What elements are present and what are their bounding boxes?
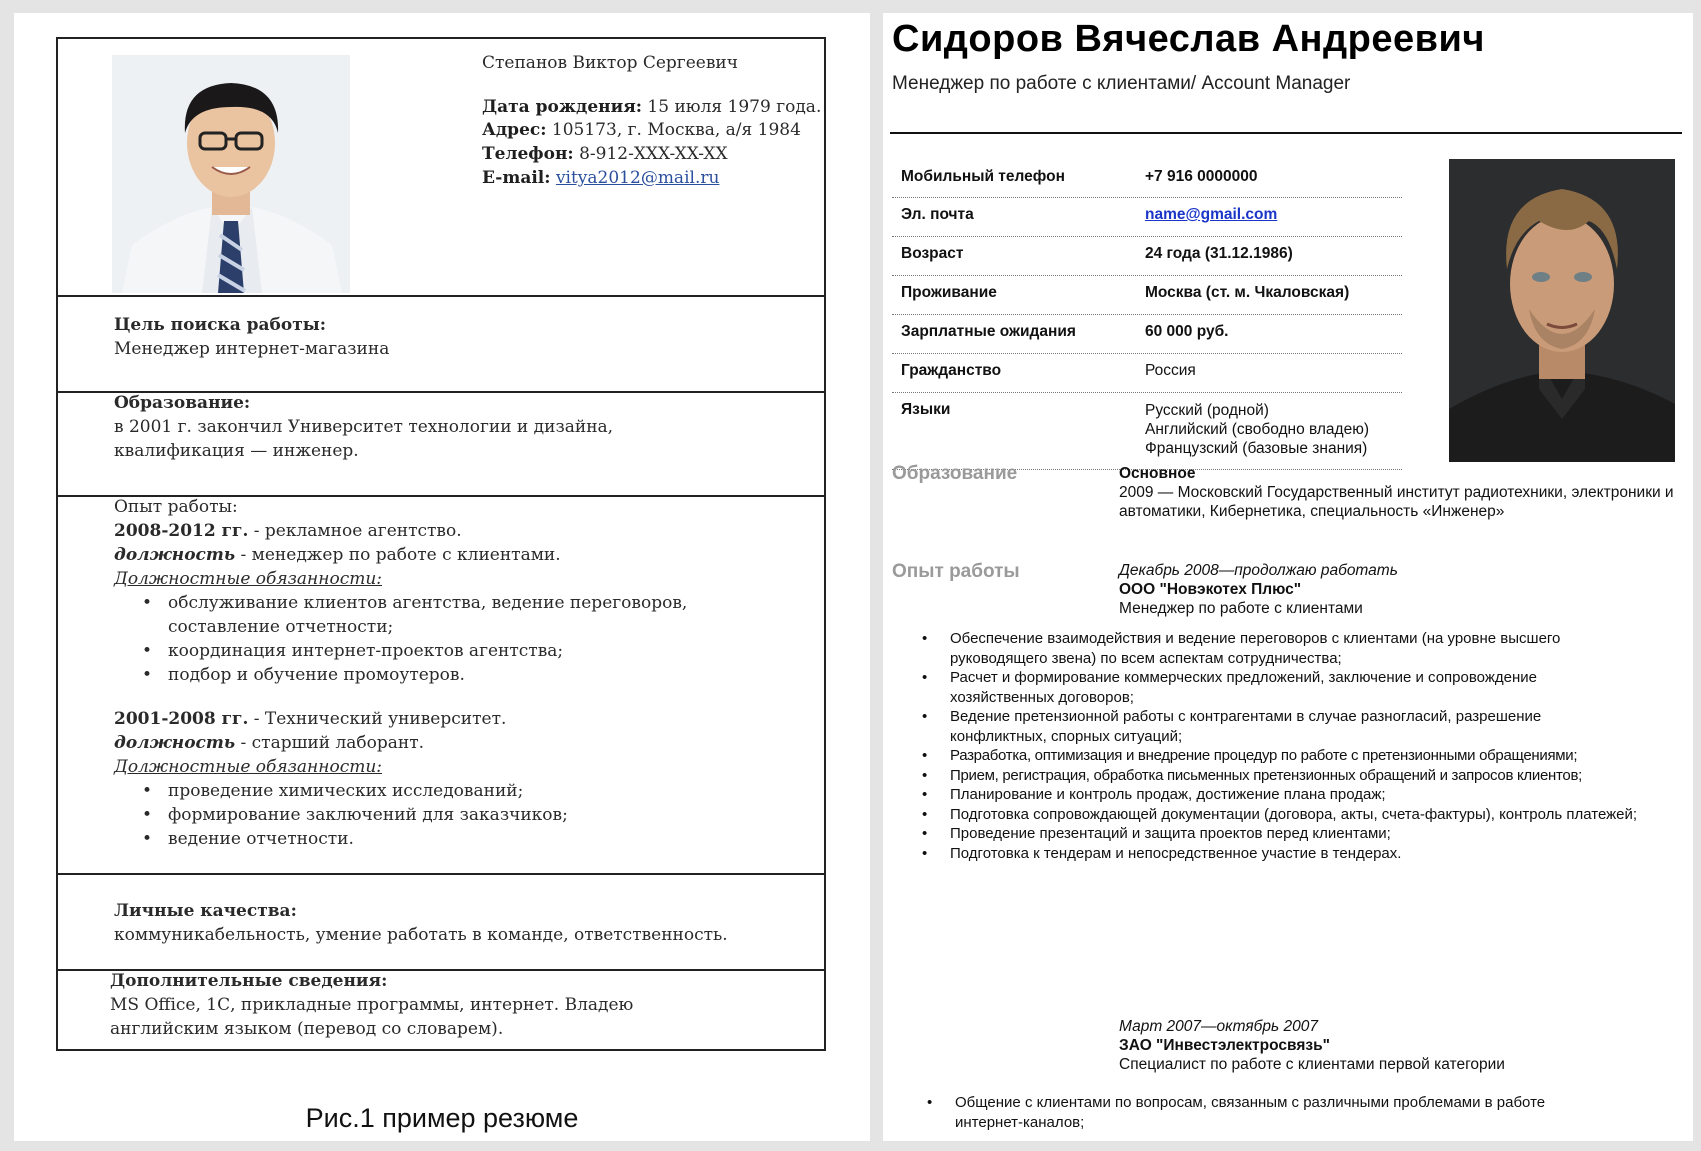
job-position: - старший лаборант. <box>235 733 425 753</box>
table-row <box>892 393 1402 470</box>
list-item: • Обеспечение взаимодействия и ведение переговоров с клиентами (на уровне высшего руководящего звена) по всем аспектам сотрудничества; <box>918 629 1610 668</box>
duties-label: Должностные обязанности: <box>114 757 383 777</box>
extra-heading: Дополнительные сведения: <box>110 971 388 991</box>
position-label: должность <box>114 545 236 565</box>
table-row <box>892 237 1402 276</box>
info-label: Мобильный телефон <box>901 168 1065 185</box>
duties-list <box>114 779 794 851</box>
info-label: Зарплатные ожидания <box>901 323 1076 340</box>
left-candidate-name: Степанов Виктор Сергеевич <box>482 53 738 73</box>
info-label: Возраст <box>901 245 964 262</box>
education-text: 2009 — Московский Государственный институт радиотехники, электроники и автоматики, Кибернетика, специальность «Инженер» <box>1119 484 1674 520</box>
info-value: Москва (ст. м. Чкаловская) <box>1145 284 1350 301</box>
phone-value: 8-912-XXX-XX-XX <box>573 144 728 164</box>
job-position: - менеджер по работе с клиентами. <box>235 545 561 565</box>
goal-section <box>58 295 824 391</box>
table-row <box>892 198 1402 237</box>
info-value: Русский (родной) Английский (свободно владею) Французский (базовые знания) <box>1145 402 1370 457</box>
job-entry <box>114 707 794 851</box>
job-place: - рекламное агентство. <box>248 521 462 541</box>
personal-heading: Личные качества: <box>114 901 297 921</box>
info-label: Гражданство <box>901 362 1002 379</box>
job-position: Менеджер по работе с клиентами <box>1119 600 1363 617</box>
phone-label: Телефон: <box>482 144 574 164</box>
job-period: Декабрь 2008—продолжаю работать <box>1119 562 1398 579</box>
birth-label: Дата рождения: <box>482 97 643 117</box>
experience-section <box>58 495 824 873</box>
personal-section <box>58 873 824 969</box>
list-item: • Планирование и контроль продаж, достижение плана продаж; <box>918 785 1658 805</box>
left-header-info <box>482 51 822 190</box>
education-type: Основное <box>1119 465 1196 482</box>
list-item: • подбор и обучение промоутеров. <box>114 663 794 687</box>
education-block <box>1119 464 1679 521</box>
info-value: 24 года (31.12.1986) <box>1145 245 1293 262</box>
list-item: • Проведение презентаций и защита проектов перед клиентами; <box>918 824 1658 844</box>
list-item: • ведение отчетности. <box>114 827 794 851</box>
list-item: • Разработка, оптимизация и внедрение процедур по работе с претензионными обращениями; <box>918 746 1658 766</box>
contact-info-table <box>892 159 1402 470</box>
experience-heading: Опыт работы: <box>114 497 238 517</box>
extra-text: MS Office, 1С, прикладные программы, интернет. Владею английским языком (перевод со словарем). <box>110 995 634 1039</box>
list-item: • Прием, регистрация, обработка письменных претензионных обращений и запросов клиентов; <box>918 766 1658 786</box>
table-row <box>892 159 1402 198</box>
job-period: 2001-2008 гг. <box>114 709 249 729</box>
left-candidate-photo <box>112 55 350 293</box>
personal-text: коммуникабельность, умение работать в команде, ответственность. <box>114 925 728 945</box>
info-value: Россия <box>1145 362 1196 379</box>
job2-header <box>1119 1017 1679 1074</box>
info-label: Проживание <box>901 284 997 301</box>
education-heading: Образование: <box>114 393 251 413</box>
table-row <box>892 354 1402 393</box>
header-divider <box>890 132 1682 134</box>
email-link[interactable]: name@gmail.com <box>1145 206 1278 223</box>
address-value: 105173, г. Москва, а/я 1984 <box>546 120 801 140</box>
extra-section <box>58 969 824 1051</box>
address-label: Адрес: <box>482 120 547 140</box>
position-label: должность <box>114 733 236 753</box>
job-period: 2008-2012 гг. <box>114 521 249 541</box>
figure-caption: Рис.1 пример резюме <box>305 1103 579 1133</box>
job-entry <box>114 519 794 687</box>
job-position: Специалист по работе с клиентами первой категории <box>1119 1056 1505 1073</box>
list-item: • проведение химических исследований; <box>114 779 794 803</box>
job1-header <box>1119 561 1679 618</box>
list-item: • Расчет и формирование коммерческих предложений, заключение и сопровождение хозяйственных договоров; <box>918 668 1610 707</box>
job-period: Март 2007—октябрь 2007 <box>1119 1018 1318 1035</box>
goal-heading: Цель поиска работы: <box>114 315 327 335</box>
right-candidate-name: Сидоров Вячеслав Андреевич <box>892 18 1485 60</box>
education-section <box>58 391 824 495</box>
job-company: ООО "Новэкотех Плюс" <box>1119 581 1302 598</box>
info-label: Языки <box>901 401 951 418</box>
job1-duties-list <box>918 629 1658 863</box>
list-item: • координация интернет-проектов агентства; <box>114 639 794 663</box>
table-row <box>892 276 1402 315</box>
education-text: в 2001 г. закончил Университет технологии и дизайна, квалификация — инженер. <box>114 417 614 461</box>
list-item: • Общение с клиентами по вопросам, связанным с различными проблемами в работе интернет-каналов; <box>923 1093 1615 1132</box>
job-place: - Технический университет. <box>248 709 507 729</box>
info-value: 60 000 руб. <box>1145 323 1229 340</box>
right-candidate-title: Менеджер по работе с клиентами/ Account Manager <box>892 73 1351 94</box>
duties-label: Должностные обязанности: <box>114 569 383 589</box>
goal-text: Менеджер интернет-магазина <box>114 339 390 359</box>
info-value: +7 916 0000000 <box>1145 168 1258 185</box>
list-item: • обслуживание клиентов агентства, ведение переговоров, составление отчетности; <box>114 591 728 639</box>
left-resume-frame <box>56 37 826 1051</box>
email-link[interactable]: vitya2012@mail.ru <box>555 168 720 188</box>
list-item: • Подготовка сопровождающей документации (договора, акты, счета-фактуры), контроль платежей; <box>918 805 1650 825</box>
right-resume-page <box>883 13 1693 1141</box>
job2-duties-list <box>923 1093 1683 1132</box>
info-label: Эл. почта <box>901 206 974 223</box>
job-company: ЗАО "Инвестэлектросвязь" <box>1119 1037 1330 1054</box>
list-item: • Подготовка к тендерам и непосредственное участие в тендерах. <box>918 844 1658 864</box>
email-label: E-mail: <box>482 168 551 188</box>
education-label: Образование <box>892 463 1018 484</box>
table-row <box>892 315 1402 354</box>
left-resume-page <box>14 13 870 1141</box>
list-item: • формирование заключений для заказчиков; <box>114 803 794 827</box>
birth-value: 15 июля 1979 года. <box>642 97 822 117</box>
experience-label: Опыт работы <box>892 561 1020 582</box>
right-candidate-photo <box>1449 159 1675 462</box>
list-item: • Ведение претензионной работы с контрагентами в случае разногласий, разрешение конфликтных, спорных ситуаций; <box>918 707 1610 746</box>
duties-list <box>114 591 794 687</box>
